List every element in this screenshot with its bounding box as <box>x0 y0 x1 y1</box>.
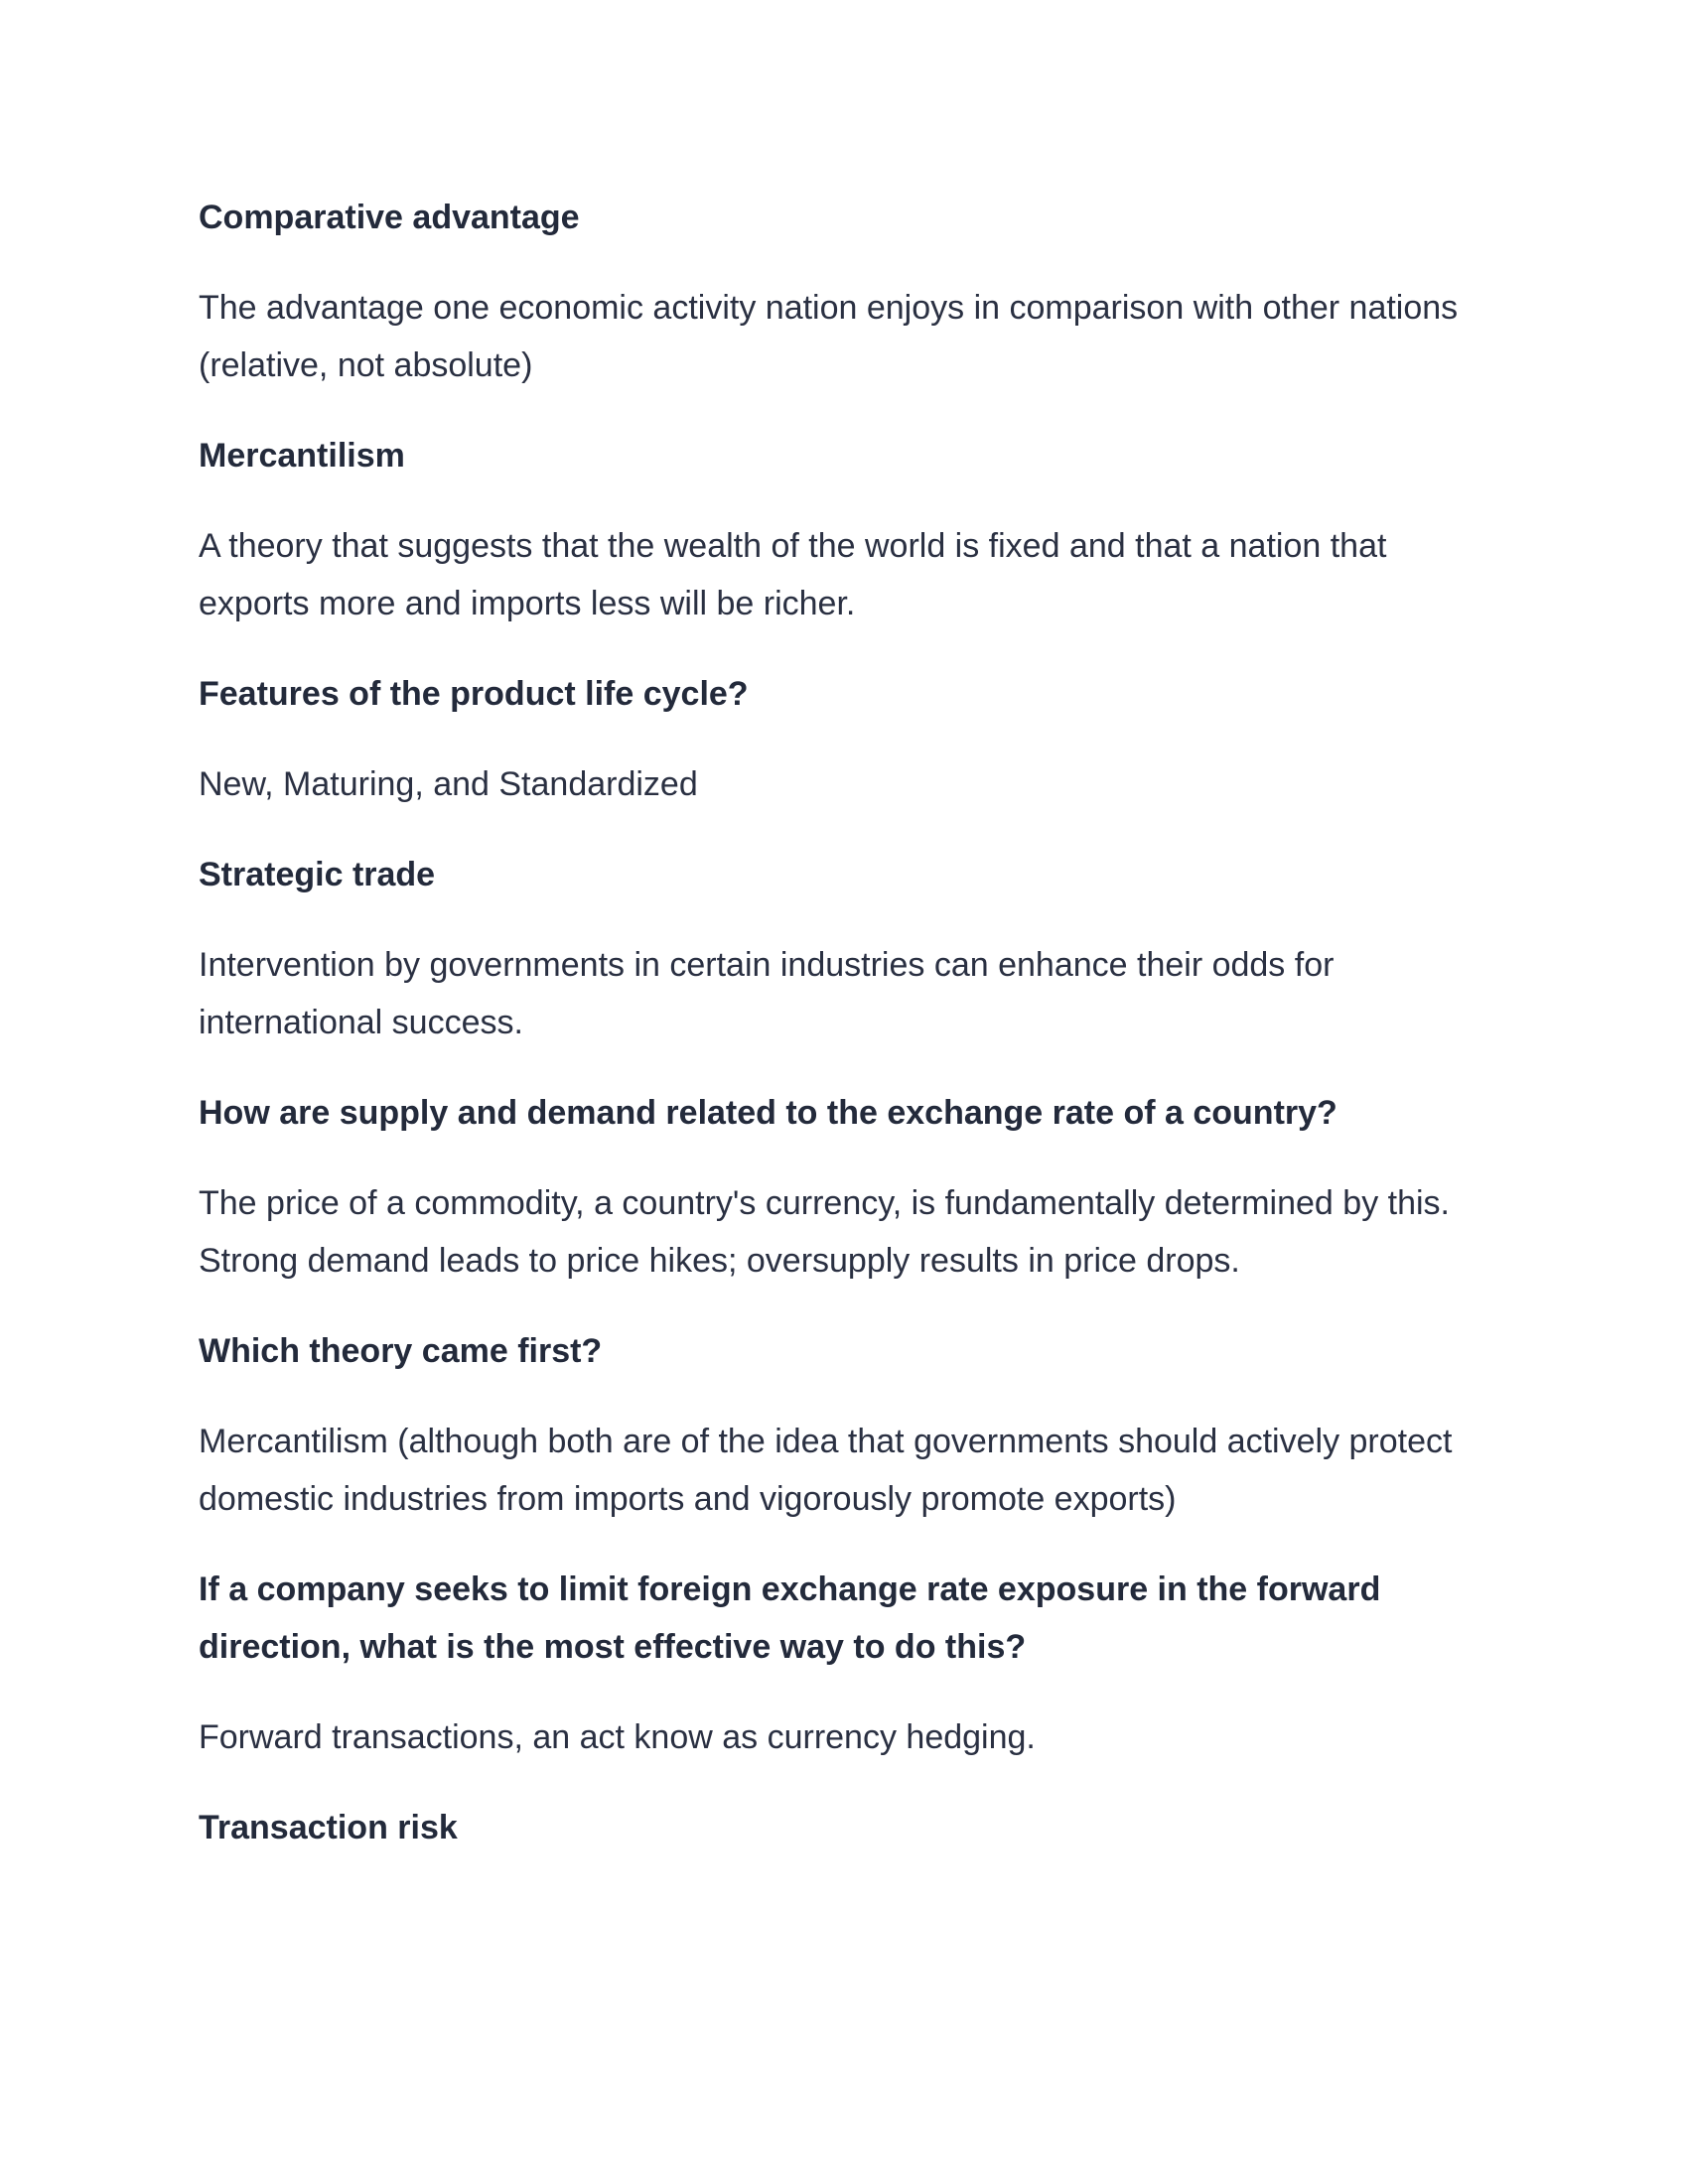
term-heading: Transaction risk <box>199 1809 458 1846</box>
flashcard-entry <box>199 1799 1489 1856</box>
definition-text: Forward transactions, an act know as currency hedging. <box>199 1718 1036 1756</box>
definition-text: The price of a commodity, a country's currency, is fundamentally determined by this. Strong demand leads to price hikes; oversupply results in price drops. <box>199 1184 1450 1280</box>
flashcard-entry <box>199 427 1489 632</box>
flashcard-entry <box>199 665 1489 813</box>
flashcard-entry <box>199 1322 1489 1528</box>
term-heading: Features of the product life cycle? <box>199 675 749 713</box>
term-heading: Which theory came first? <box>199 1332 603 1370</box>
definition-text: Intervention by governments in certain industries can enhance their odds for international success. <box>199 946 1335 1041</box>
term-heading: How are supply and demand related to the exchange rate of a country? <box>199 1094 1337 1132</box>
term-heading: Strategic trade <box>199 856 436 893</box>
definition-text: The advantage one economic activity nation enjoys in comparison with other nations (relative, not absolute) <box>199 289 1459 384</box>
term-heading: If a company seeks to limit foreign exchange rate exposure in the forward direction, what is the most effective way to do this? <box>199 1570 1381 1666</box>
flashcard-entry <box>199 189 1489 394</box>
definition-text: New, Maturing, and Standardized <box>199 765 698 803</box>
definition-text: Mercantilism (although both are of the idea that governments should actively protect domestic industries from imports and vigorously promote exports) <box>199 1423 1453 1518</box>
definition-text: A theory that suggests that the wealth of the world is fixed and that a nation that exports more and imports less will be richer. <box>199 527 1387 622</box>
flashcard-entry <box>199 846 1489 1051</box>
flashcard-entry <box>199 1084 1489 1290</box>
flashcard-entry <box>199 1561 1489 1766</box>
term-heading: Comparative advantage <box>199 199 580 236</box>
term-heading: Mercantilism <box>199 437 405 475</box>
